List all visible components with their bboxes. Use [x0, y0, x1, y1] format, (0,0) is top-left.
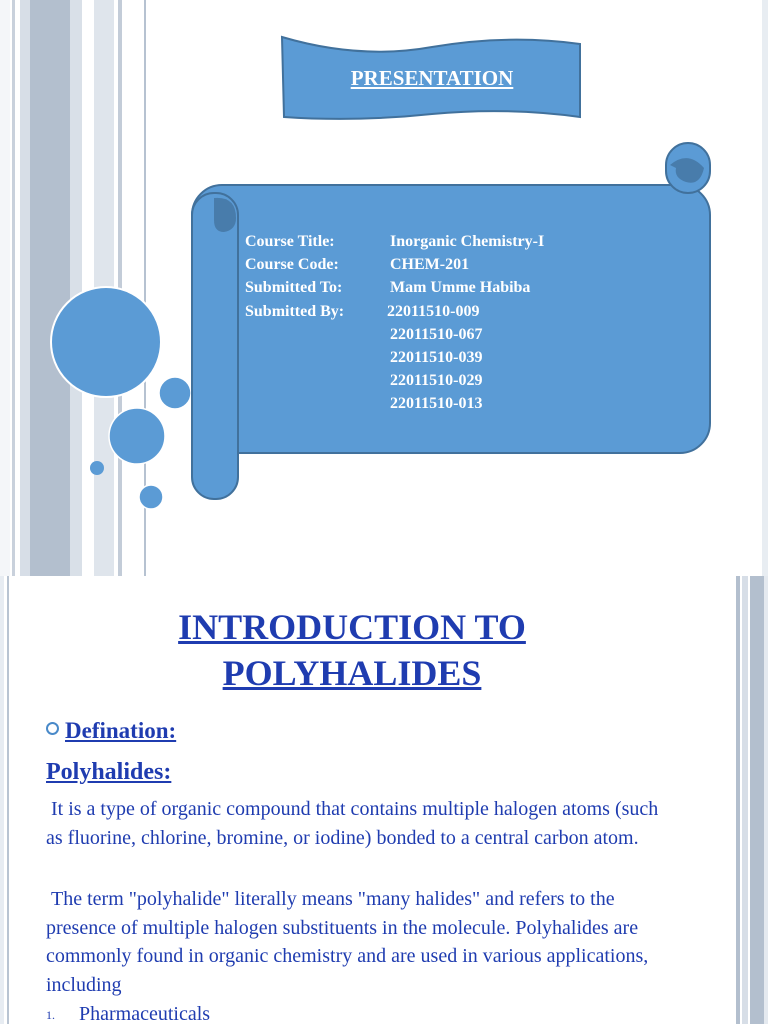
decorative-stripe	[742, 576, 748, 1024]
polyhalides-subheading: Polyhalides:	[46, 759, 172, 785]
list-item-text: Pharmaceuticals	[79, 1003, 211, 1025]
detail-value: Inorganic Chemistry-I	[390, 233, 545, 250]
detail-label: Submitted To:	[245, 279, 343, 297]
decorative-circles	[51, 287, 191, 509]
detail-label: Course Code:	[245, 256, 339, 274]
detail-value: 22011510-009	[387, 302, 480, 320]
detail-value: 22011510-067	[390, 325, 483, 343]
list-item-number: 1.	[46, 1008, 55, 1022]
definition-heading	[46, 718, 176, 744]
detail-value: 22011510-029	[390, 372, 483, 390]
circle-bullet-icon	[46, 722, 59, 735]
detail-value: 22011510-013	[390, 395, 483, 413]
slide-title-line: POLYHALIDES	[222, 653, 482, 693]
decorative-stripe	[736, 576, 740, 1024]
decorative-stripe	[764, 576, 768, 1024]
decorative-stripe	[750, 576, 764, 1024]
slide-title-line: INTRODUCTION TO	[178, 607, 526, 647]
definition-heading-text: Defination:	[65, 718, 177, 743]
detail-label: Submitted By:	[245, 302, 345, 320]
detail-value: CHEM-201	[390, 256, 470, 274]
slide-title	[0, 604, 704, 696]
detail-value: 22011510-039	[390, 348, 483, 366]
presentation-banner: PRESENTATION	[350, 66, 514, 90]
definition-paragraph: It is a type of organic compound that contains multiple halogen atoms (such as fluorine, chlorine, bromine, or iodine) bonded to a central carbon atom.	[46, 798, 664, 849]
list-item	[46, 1003, 210, 1026]
detail-label: Course Title:	[245, 233, 335, 250]
detail-value: Mam Umme Habiba	[390, 279, 531, 297]
term-paragraph: The term "polyhalide" literally means "many halides" and refers to the presence of multiple halogen substituents in the molecule. Polyhalides are commonly found in organic chemistry and are used in various applications, including	[46, 888, 654, 996]
